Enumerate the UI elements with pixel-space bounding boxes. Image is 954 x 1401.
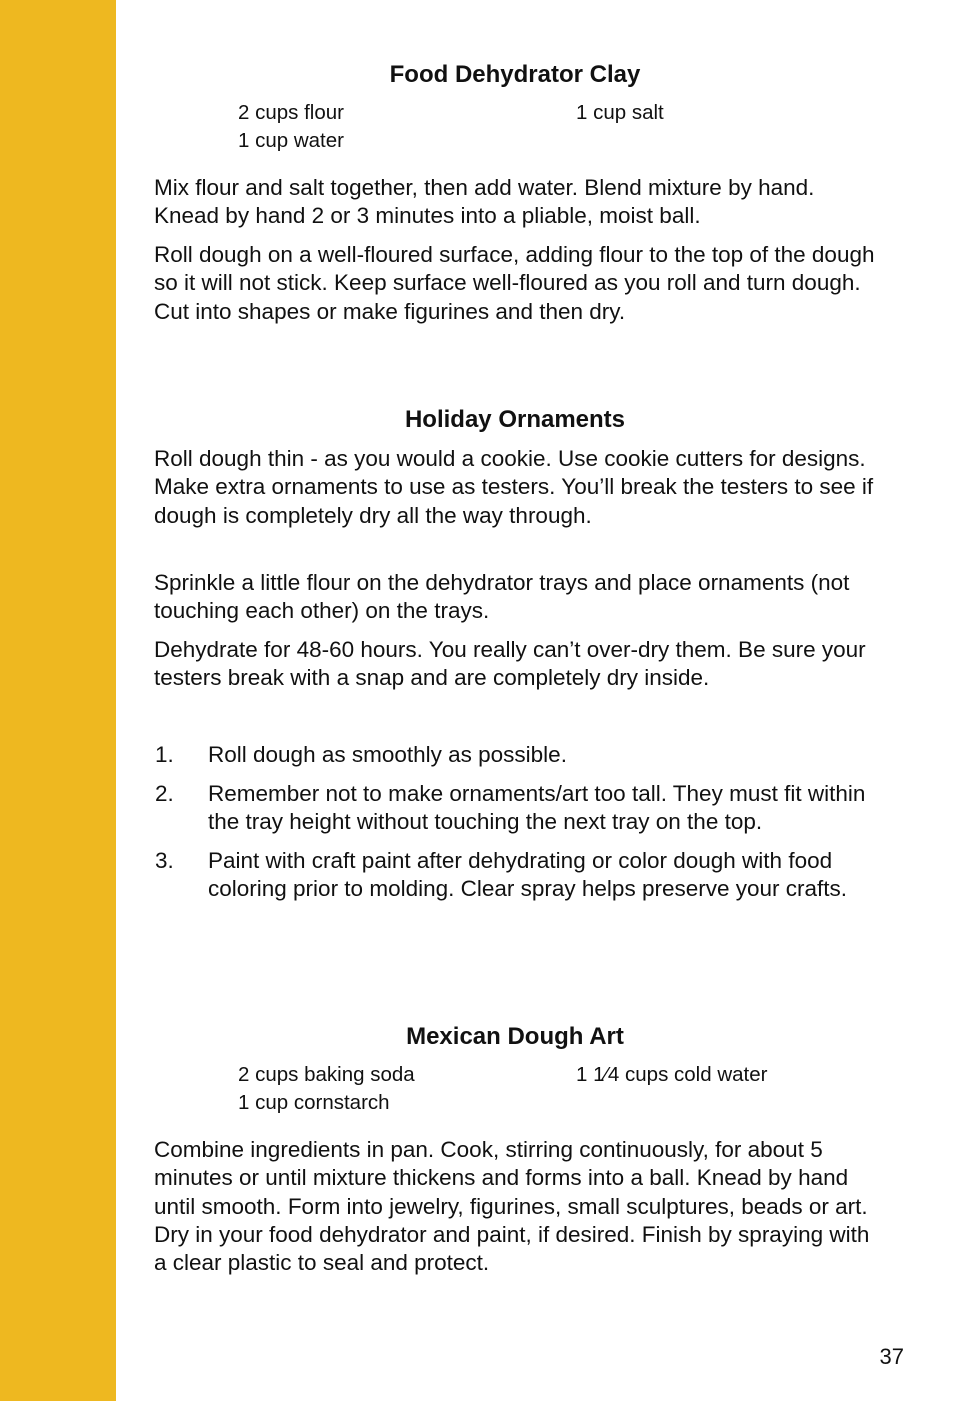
ingredient-item: 1 cup salt (576, 101, 664, 124)
paragraph: Dehydrate for 48-60 hours. You really can’t over-dry them. Be sure your testers break with a snap and are completely dry inside. (154, 637, 866, 691)
paragraph: Roll dough on a well-floured surface, adding flour to the top of the dough so it will not stick. Keep surface well-floured as you roll and turn dough. Cut into shapes or make figurines and then dry. (154, 242, 875, 324)
list-item (154, 780, 880, 837)
list-text: Roll dough as smoothly as possible. (208, 742, 567, 767)
paragraph: Roll dough thin - as you would a cookie. Use cookie cutters for designs. Make extra ornaments to use as testers. You’ll break the testers to see if dough is completely dry all the way through. (154, 446, 874, 528)
ingredient-item: 1 cup water (238, 129, 344, 152)
section-title-food-dehydrator-clay: Food Dehydrator Clay (389, 61, 641, 88)
ingredients-list-clay (238, 99, 858, 155)
list-text: Remember not to make ornaments/art too tall. They must fit within the tray height without touching the next tray on the top. (208, 780, 866, 835)
page-sidebar-band (0, 0, 116, 1401)
list-text: Paint with craft paint after dehydrating or color dough with food coloring prior to molding. Clear spray helps preserve your crafts. (208, 847, 848, 902)
ingredient-item: 1 cup cornstarch (238, 1091, 390, 1114)
ingredient-item: 1 1⁄4 cups cold water (576, 1063, 768, 1086)
list-number: 3. (155, 847, 174, 873)
ingredient-row (238, 127, 858, 155)
paragraph: Combine ingredients in pan. Cook, stirring continuously, for about 5 minutes or until mixture thickens and forms into a ball. Knead by hand until smooth. Form into jewelry, figurines, small sculptures, beads or art. Dry in your food dehydrator and paint, if desired. Finish by spraying with a clear plastic to seal and protect. (154, 1137, 870, 1276)
ingredient-row (238, 99, 858, 127)
ingredients-list-dough-art (238, 1061, 858, 1117)
list-item (154, 847, 880, 904)
list-number: 1. (155, 742, 174, 767)
tips-list (154, 741, 880, 914)
paragraph: Sprinkle a little flour on the dehydrator trays and place ornaments (not touching each other) on the trays. (154, 570, 850, 624)
page-number: 37 (879, 1344, 904, 1369)
ingredient-row (238, 1061, 858, 1089)
ingredient-row (238, 1089, 858, 1117)
ingredient-item: 2 cups baking soda (238, 1063, 415, 1086)
list-item (154, 741, 880, 769)
paragraph: Mix flour and salt together, then add water. Blend mixture by hand. Knead by hand 2 or 3 minutes into a pliable, moist ball. (154, 175, 815, 229)
section-title-mexican-dough-art: Mexican Dough Art (406, 1023, 624, 1050)
list-number: 2. (155, 780, 174, 806)
ingredient-item: 2 cups flour (238, 101, 344, 124)
section-title-holiday-ornaments: Holiday Ornaments (404, 406, 626, 433)
